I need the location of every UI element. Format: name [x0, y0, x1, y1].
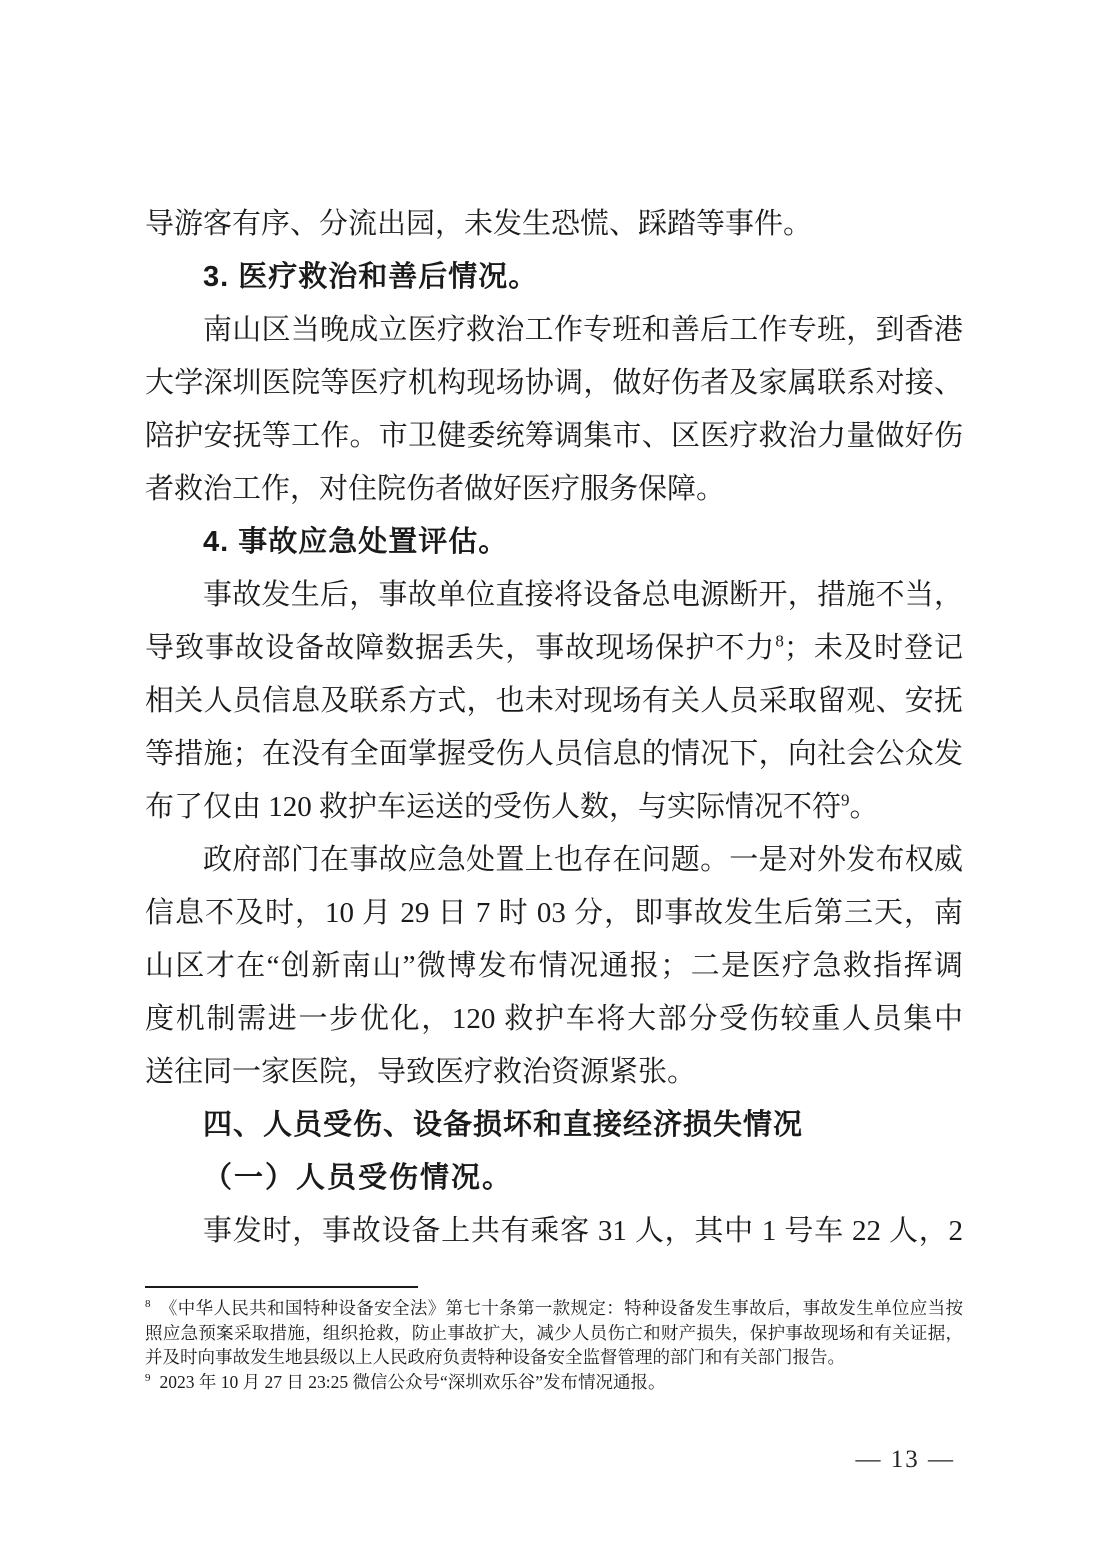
footnote-8-marker: 8: [145, 1298, 151, 1311]
footnote-9-marker: 9: [145, 1371, 151, 1384]
heading-subsection-1: （一）人员受伤情况。: [203, 1162, 514, 1194]
body-line: 山区才在“创新南山”微博发布情况通报；二是医疗急救指挥调: [145, 950, 963, 982]
footnote-ref-8: 8: [775, 631, 784, 651]
body-line: [145, 781, 963, 834]
heading-3: 3. 医疗救治和善后情况。: [203, 261, 539, 293]
body-line: 南山区当晚成立医疗救治工作专班和善后工作专班，到香港: [203, 314, 963, 346]
footnote-9: [145, 1370, 963, 1395]
body-line: 导游客有序、分流出园，未发生恐慌、踩踏等事件。: [145, 208, 813, 240]
heading-section-4: 四、人员受伤、设备损坏和直接经济损失情况: [203, 1109, 804, 1141]
body-line: 事故发生后，事故单位直接将设备总电源断开，措施不当，: [203, 579, 963, 611]
body-line: 相关人员信息及联系方式，也未对现场有关人员采取留观、安抚: [145, 685, 963, 717]
document-body: [145, 198, 963, 1258]
page-number: — 13 —: [855, 1446, 955, 1473]
body-line: 信息不及时，10 月 29 日 7 时 03 分，即事故发生后第三天，南: [145, 897, 963, 929]
footnotes: [145, 1286, 963, 1394]
body-line: 度机制需进一步优化，120 救护车将大部分受伤较重人员集中: [145, 1003, 963, 1035]
body-text: ；未及时登记: [783, 632, 963, 664]
body-line: 者救治工作，对住院伤者做好医疗服务保障。: [145, 473, 726, 505]
footnote-9-text: 2023 年 10 月 27 日 23:25 微信公众号“深圳欢乐谷”发布情况通报。: [159, 1371, 666, 1392]
body-line: [145, 622, 963, 675]
body-text: 导致事故设备故障数据丢失，事故现场保护不力: [145, 632, 776, 664]
body-line: 等措施；在没有全面掌握受伤人员信息的情况下，向社会公众发: [145, 738, 963, 770]
footnote-8-text: 《中华人民共和国特种设备安全法》第七十条第一款规定：特种设备发生事故后，事故发生单位应当按照应急预案采取措施，组织抢救，防止事故扩大，减少人员伤亡和财产损失，保护事故现场和有关证据，并及时向事故发生地县级以上人民政府负责特种设备安全监督管理的部门和有关部门报告。: [145, 1298, 963, 1367]
body-line: 政府部门在事故应急处置上也存在问题。一是对外发布权威: [203, 844, 963, 876]
footnote-8: [145, 1296, 963, 1370]
body-line: 陪护安抚等工作。市卫健委统筹调集市、区医疗救治力量做好伤: [145, 420, 963, 452]
footnote-separator: [145, 1286, 418, 1288]
body-line: 大学深圳医院等医疗机构现场协调，做好伤者及家属联系对接、: [145, 367, 963, 399]
body-line: 事发时，事故设备上共有乘客 31 人，其中 1 号车 22 人，2: [203, 1215, 963, 1247]
heading-4: 4. 事故应急处置评估。: [203, 526, 509, 558]
body-line: 送往同一家医院，导致医疗救治资源紧张。: [145, 1056, 697, 1088]
body-text: 。: [849, 791, 879, 823]
footnote-ref-9: 9: [841, 790, 850, 810]
body-text: 布了仅由 120 救护车运送的受伤人数，与实际情况不符: [145, 791, 842, 823]
